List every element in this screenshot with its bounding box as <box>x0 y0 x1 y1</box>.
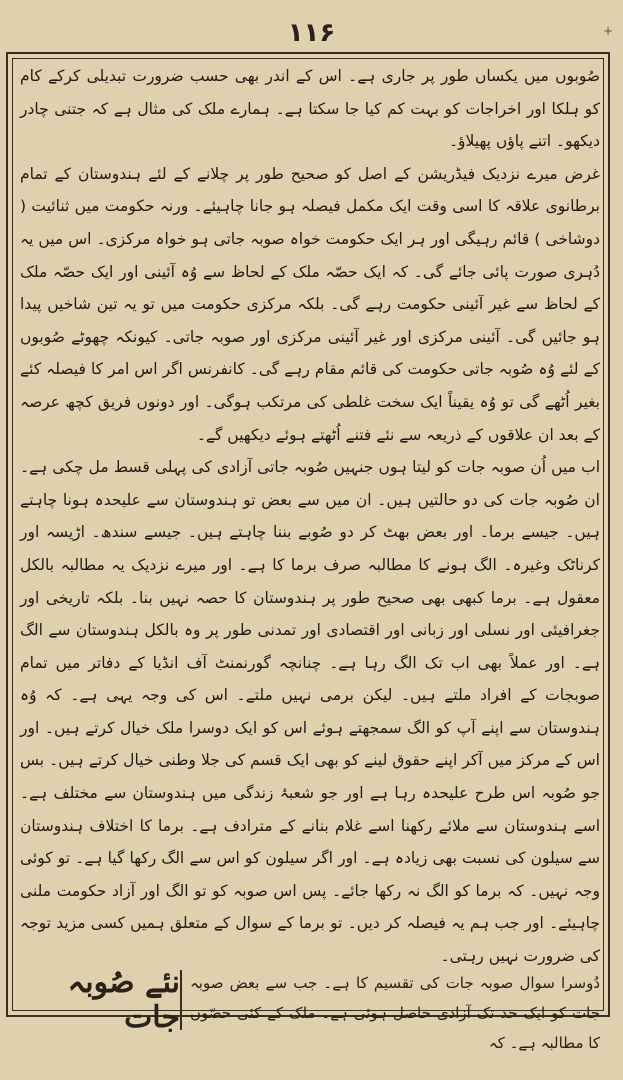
paragraph-1: صُوبوں میں یکساں طور پر جاری ہے۔ اس کے اندر بھی حسب ضرورت تبدیلی کرکے کام کو ہلکا اور اخراجات کو بہت کم کیا جا سکتا ہے۔ ہمارے ملک کی مثال ہے کہ جتنی چادر دیکھو۔ اتنے پاؤں پھیلاؤ۔ <box>20 67 600 151</box>
section-footer <box>20 965 600 1052</box>
paragraph-2: غرض میرے نزدیک فیڈریشن کے اصل کو صحیح طور پر چلانے کے لئے ہندوستان کے تمام برطانوی علاقہ کا اسی وقت ایک مکمل فیصلہ ہو جانا چاہیئے۔ ورنہ حکومت میں ثنائیت ( دوشاخی ) قائم رہیگی اور ہر ایک حکومت خواہ صوبہ جاتی ہو خواہ مرکزی۔ اس میں یہ دُہری صورت پائی جائے گی۔ کہ ایک حصّہ ملک کے لحاظ سے وُہ آئینی اور ایک حصّہ ملک کے لحاظ سے غیر آئینی حکومت رہے گی۔ بلکہ مرکزی حکومت میں تو یہ تین شاخیں پیدا ہو جائیں گی۔ آئینی مرکزی اور غیر آئینی مرکزی اور صوبہ جاتی۔ کیونکہ چھوٹے صُوبوں کے لئے وُہ صُوبہ جاتی حکومت کی قائم مقام رہے گی۔ کانفرنس اگر اس امر کا فیصلہ کئے بغیر اُٹھے گی تو وُہ یقیناً ایک سخت غلطی کی مرتکب ہوگی۔ اور دونوں فریق کچھ عرصہ کے بعد ان علاقوں کے ذریعہ سے نئے فتنے اُٹھتے ہوئے دیکھیں گے۔ <box>20 164 600 444</box>
section-intro-text: دُوسرا سوال صوبہ جات کی تقسیم کا ہے۔ جب سے بعض صوبہ جات کو ایک حد تک آزادی حاصل ہوئی ہے۔ ملک کے کئی حصّوں کا مطالبہ ہے۔ کہ <box>190 974 600 1052</box>
corner-mark: + <box>602 24 613 38</box>
paragraph-3: اب میں اُن صوبہ جات کو لیتا ہوں جنہیں صُوبہ جاتی آزادی کی پہلی قسط مل چکی ہے۔ ان صُوبہ جات کی دو حالتیں ہیں۔ ان میں سے بعض تو ہندوستان سے علیحدہ ہونا چاہتے ہیں۔ جیسے برما۔ اور بعض بھٹ کر دو صُوبے بننا چاہتے ہیں۔ جیسے سندھ۔ اڑیسہ اور کرناٹک وغیرہ۔ الگ ہونے کا مطالبہ صرف برما کا ہے۔ اور میرے نزدیک یہ مطالبہ بالکل معقول ہے۔ برما کبھی بھی صحیح طور پر ہندوستان کا حصہ نہیں بنا۔ بلکہ تاریخی اور جغرافیئی اور نسلی اور زبانی اور اقتصادی اور تمدنی طور پر وہ بالکل ہندوستان سے الگ ہے۔ اور عملاً بھی اب تک الگ رہا ہے۔ چنانچہ گورنمنٹ آف انڈیا کے دفاتر میں تمام صوبجات کے افراد ملتے ہیں۔ لیکن برمی نہیں ملتے۔ اس کی وجہ یہی ہے۔ کہ وُہ ہندوستان سے اپنے آپ کو الگ سمجھتے ہوئے اس کو ایک دوسرا ملک خیال کرتے ہیں۔ اور اس کے مرکز میں آکر اپنے حقوق لینے کو بھی ایک قسم کی جلا وطنی خیال کرتے ہیں۔ بس جو صُوبہ اس طرح علیحدہ رہا ہے اور جو شعبۂ زندگی میں ہندوستان سے مختلف ہے۔ اسے ہندوستان سے ملائے رکھنا اسے غلام بنانے کے مترادف ہے۔ برما کا اختلاف ہندوستان سے سیلون کی نسبت بھی زیادہ ہے۔ اور اگر سیلون کو اس سے الگ رکھا گیا ہے۔ تو کوئی وجہ نہیں۔ کہ برما کو الگ نہ رکھا جائے۔ پس اس صوبہ کو تو الگ اور آزاد حکومت ملنی چاہیئے۔ اور جب ہم یہ فیصلہ کر دیں۔ تو برما کے سوال کے متعلق ہمیں کسی مزید توجہ کی ضرورت نہیں رہتی۔ <box>20 458 600 966</box>
page-number: ۱۱۶ <box>287 18 336 48</box>
body-text <box>20 60 600 973</box>
section-heading: نئے صُوبہ جات <box>20 970 182 1030</box>
